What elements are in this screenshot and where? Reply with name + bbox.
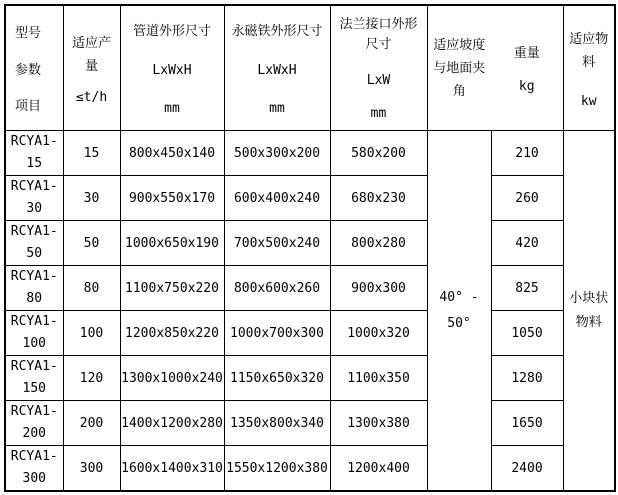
- material-value-line1: 小块状: [569, 290, 609, 306]
- header-material-cell: [563, 5, 615, 131]
- table-row: [5, 401, 615, 446]
- cell-magnet: 500x300x200: [224, 131, 330, 176]
- model-prefix: RCYA1-: [10, 404, 58, 419]
- header-weight-unit: kg: [518, 79, 535, 94]
- table-row: [5, 221, 615, 266]
- cell-material-merged: [563, 131, 615, 492]
- cell-magnet: 1000x700x300: [224, 311, 330, 356]
- cell-flange: 1200x400: [330, 446, 427, 492]
- model-prefix: RCYA1-: [10, 449, 58, 464]
- header-capacity-cell: [63, 5, 120, 131]
- cell-magnet: 1550x1200x380: [224, 446, 330, 492]
- header-material-line1: 适应物: [569, 31, 609, 47]
- cell-flange: 580x200: [330, 131, 427, 176]
- header-model-line2: 参数: [15, 62, 42, 78]
- header-flange-cell: [330, 5, 427, 131]
- header-slope-line3: 角: [452, 83, 466, 99]
- model-prefix: RCYA1-: [10, 359, 58, 374]
- cell-pipe: 1200x850x220: [120, 311, 224, 356]
- cell-model: [5, 131, 63, 176]
- model-num: 50: [26, 246, 43, 261]
- cell-capacity: 80: [63, 266, 120, 311]
- cell-capacity: 300: [63, 446, 120, 492]
- cell-model: [5, 176, 63, 221]
- table-row: [5, 446, 615, 492]
- table-row: [5, 266, 615, 311]
- cell-capacity: 50: [63, 221, 120, 266]
- cell-capacity: 100: [63, 311, 120, 356]
- header-pipe-dims: LxWxH: [152, 62, 192, 78]
- cell-magnet: 800x600x260: [224, 266, 330, 311]
- header-magnet-title: 永磁铁外形尺寸: [231, 24, 323, 39]
- cell-magnet: 1350x800x340: [224, 401, 330, 446]
- table-row: [5, 131, 615, 176]
- header-pipe-title: 管道外形尺寸: [132, 24, 211, 39]
- header-material-unit: kw: [580, 93, 597, 109]
- cell-flange: 680x230: [330, 176, 427, 221]
- model-num: 200: [22, 426, 46, 441]
- table-row: [5, 311, 615, 356]
- header-model-line3: 项目: [15, 99, 42, 114]
- header-magnet-dims: LxWxH: [257, 62, 297, 78]
- header-pipe-unit: mm: [164, 101, 180, 116]
- cell-model: [5, 221, 63, 266]
- model-num: 80: [26, 291, 43, 306]
- header-slope-weight-cell: [427, 5, 563, 131]
- header-pipe-cell: [120, 5, 224, 131]
- cell-pipe: 900x550x170: [120, 176, 224, 221]
- cell-model: [5, 356, 63, 401]
- cell-weight: 1050: [491, 311, 563, 356]
- cell-flange: 1000x320: [330, 311, 427, 356]
- cell-pipe: 1400x1200x280: [120, 401, 224, 446]
- header-capacity-line1: 适应产: [71, 35, 111, 51]
- cell-pipe: 1600x1400x310: [120, 446, 224, 492]
- cell-weight: 2400: [491, 446, 563, 492]
- header-magnet-unit: mm: [269, 101, 285, 116]
- cell-capacity: 120: [63, 356, 120, 401]
- table-row: [5, 356, 615, 401]
- cell-model: [5, 401, 63, 446]
- header-slope-line1: 适应坡度: [433, 37, 486, 53]
- slope-value-line1: 40° -: [439, 289, 479, 305]
- cell-pipe: 800x450x140: [120, 131, 224, 176]
- table-row: [5, 176, 615, 221]
- cell-weight: 1280: [491, 356, 563, 401]
- cell-weight: 1650: [491, 401, 563, 446]
- cell-flange: 800x280: [330, 221, 427, 266]
- header-slope-line2: 与地面夹: [433, 60, 486, 76]
- material-value-line2: 物料: [575, 314, 602, 330]
- cell-magnet: 1150x650x320: [224, 356, 330, 401]
- header-capacity-line2: 量: [84, 58, 98, 74]
- model-prefix: RCYA1-: [10, 314, 58, 329]
- model-prefix: RCYA1-: [10, 224, 58, 239]
- header-row: [5, 5, 615, 131]
- header-magnet-cell: [224, 5, 330, 131]
- cell-weight: 210: [491, 131, 563, 176]
- header-flange-line1: 法兰接口外形: [339, 17, 418, 32]
- header-weight-block: [491, 42, 563, 94]
- model-prefix: RCYA1-: [10, 179, 58, 194]
- cell-capacity: 200: [63, 401, 120, 446]
- cell-capacity: 15: [63, 131, 120, 176]
- cell-magnet: 700x500x240: [224, 221, 330, 266]
- header-slope-block: [428, 34, 491, 103]
- header-capacity-unit: ≤t/h: [75, 89, 108, 105]
- model-num: 300: [22, 471, 46, 486]
- cell-flange: 900x300: [330, 266, 427, 311]
- cell-pipe: 1100x750x220: [120, 266, 224, 311]
- cell-capacity: 30: [63, 176, 120, 221]
- header-model-cell: [5, 5, 63, 131]
- model-num: 15: [26, 156, 43, 171]
- model-prefix: RCYA1-: [10, 269, 58, 284]
- cell-flange: 1300x380: [330, 401, 427, 446]
- spec-table: [4, 4, 616, 492]
- cell-pipe: 1000x650x190: [120, 221, 224, 266]
- cell-slope-merged: [427, 131, 491, 492]
- model-prefix: RCYA1-: [10, 134, 58, 149]
- header-weight-title: 重量: [513, 46, 540, 61]
- header-flange-unit: mm: [370, 106, 387, 121]
- header-flange-dims: LxW: [366, 73, 391, 88]
- cell-model: [5, 266, 63, 311]
- header-flange-line2: 尺寸: [365, 37, 392, 52]
- header-material-line2: 料: [582, 54, 596, 70]
- model-num: 150: [22, 381, 46, 396]
- cell-weight: 260: [491, 176, 563, 221]
- cell-magnet: 600x400x240: [224, 176, 330, 221]
- model-num: 30: [26, 201, 43, 216]
- cell-model: [5, 446, 63, 492]
- header-model-line1: 型号: [15, 26, 42, 41]
- cell-pipe: 1300x1000x240: [120, 356, 224, 401]
- cell-weight: 825: [491, 266, 563, 311]
- cell-weight: 420: [491, 221, 563, 266]
- cell-model: [5, 311, 63, 356]
- model-num: 100: [22, 336, 46, 351]
- slope-value-line2: 50°: [447, 315, 471, 331]
- cell-flange: 1100x350: [330, 356, 427, 401]
